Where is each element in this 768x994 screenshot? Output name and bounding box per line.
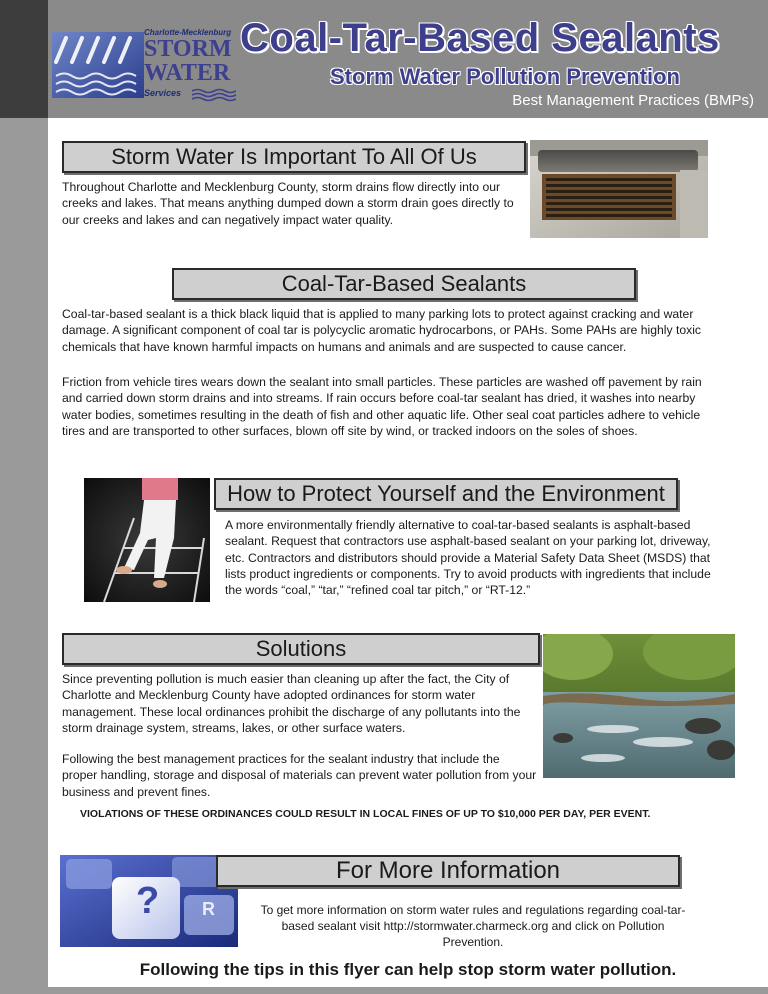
storm-water-logo: [52, 28, 238, 104]
rain-stripes-icon: [52, 32, 144, 98]
section-heading-info: For More Information: [216, 855, 680, 887]
r-key-glyph: R: [202, 899, 215, 919]
page-tagline: Best Management Practices (BMPs): [512, 92, 754, 109]
section-body-protect: A more environmentally friendly alternative to coal-tar-based sealants is asphalt-based sealant. Request that contractors use asphalt-based sealant on your parking lot, driveway, etc. Contractors and distributors should provide a Material Safety Data Sheet (MSDS) that lists product ingredients or components. Try to avoid products with ingredients that include the words “coal,” “tar,” “refined coal tar pitch,” or “RT-12.”: [225, 518, 711, 598]
footer-tagline: Following the tips in this flyer can help stop storm water pollution.: [139, 960, 677, 979]
section-heading-sealants: Coal-Tar-Based Sealants: [172, 268, 636, 300]
page-subtitle: Storm Water Pollution Prevention: [330, 64, 680, 89]
creek-photo: [543, 634, 735, 778]
logo-top-text: Charlotte-Mecklenburg: [144, 28, 232, 37]
section-heading-important: Storm Water Is Important To All Of Us: [62, 141, 526, 173]
section-heading-solutions: Solutions: [62, 633, 540, 665]
logo-storm-text: STORM: [144, 36, 232, 62]
logo-waves-icon: [192, 88, 236, 102]
section-body-important: Throughout Charlotte and Mecklenburg County, storm drains flow directly into our creeks and lakes. That means anything dumped down a storm drain goes directly to our creeks and lakes and can negatively impact water quality.: [62, 180, 514, 227]
keyboard-question-key-photo: [60, 855, 238, 947]
left-gray-bar: [0, 118, 48, 994]
section-body-info: To get more information on storm water rules and regulations regarding coal-tar-based sealant visit http://stormwater.charmeck.org and click on Pollution Prevention.: [260, 903, 686, 949]
section-body-sealants-2: Friction from vehicle tires wears down the sealant into small particles. These particles are washed off pavement by rain and carried down storm drains and into streams. If rain occurs before coal-tar sealant has dried, it washes into nearby water bodies, sometimes resulting in the death of fish and other aquatic life. Other seal coat particles adhere to vehicle tires and are transported to other surfaces, blown off site by wind, or tracked indoors on the soles of shoes.: [62, 375, 702, 438]
bottom-gray-strip: [48, 987, 768, 994]
section-body-solutions-2: Following the best management practices for the sealant industry that include the proper handling, storage and disposal of materials can prevent water pollution from your business and prevent fines.: [62, 752, 537, 799]
fines-warning: VIOLATIONS OF THESE ORDINANCES COULD RESULT IN LOCAL FINES OF UP TO $10,000 PER DAY, PER EVENT.: [80, 808, 651, 820]
logo-services-text: Services: [144, 88, 182, 98]
section-body-sealants-1: Coal-tar-based sealant is a thick black liquid that is applied to many parking lots to protect against cracking and water damage. A significant component of coal tar is polycyclic aromatic hydrocarbons, or PAHs. Some PAHs are highly toxic chemicals that have known harmful impacts on humans and animals and are suspected to cause cancer.: [62, 307, 702, 354]
section-heading-protect: How to Protect Yourself and the Environment: [214, 478, 678, 510]
question-key-glyph: ?: [136, 880, 160, 922]
section-body-solutions-1: Since preventing pollution is much easier than cleaning up after the fact, the City of Charlotte and Mecklenburg County have adopted ordinances for storm water management. These local ordinances prohibit the discharge of any pollutants into the storm drainage system, streams, lakes, or other surface waters.: [62, 672, 521, 735]
page-title: Coal-Tar-Based Sealants: [240, 16, 720, 60]
child-hopscotch-photo: [84, 478, 210, 602]
logo-water-text: WATER: [144, 60, 231, 86]
header-dark-strip: [0, 0, 48, 118]
storm-drain-photo: [530, 140, 708, 238]
